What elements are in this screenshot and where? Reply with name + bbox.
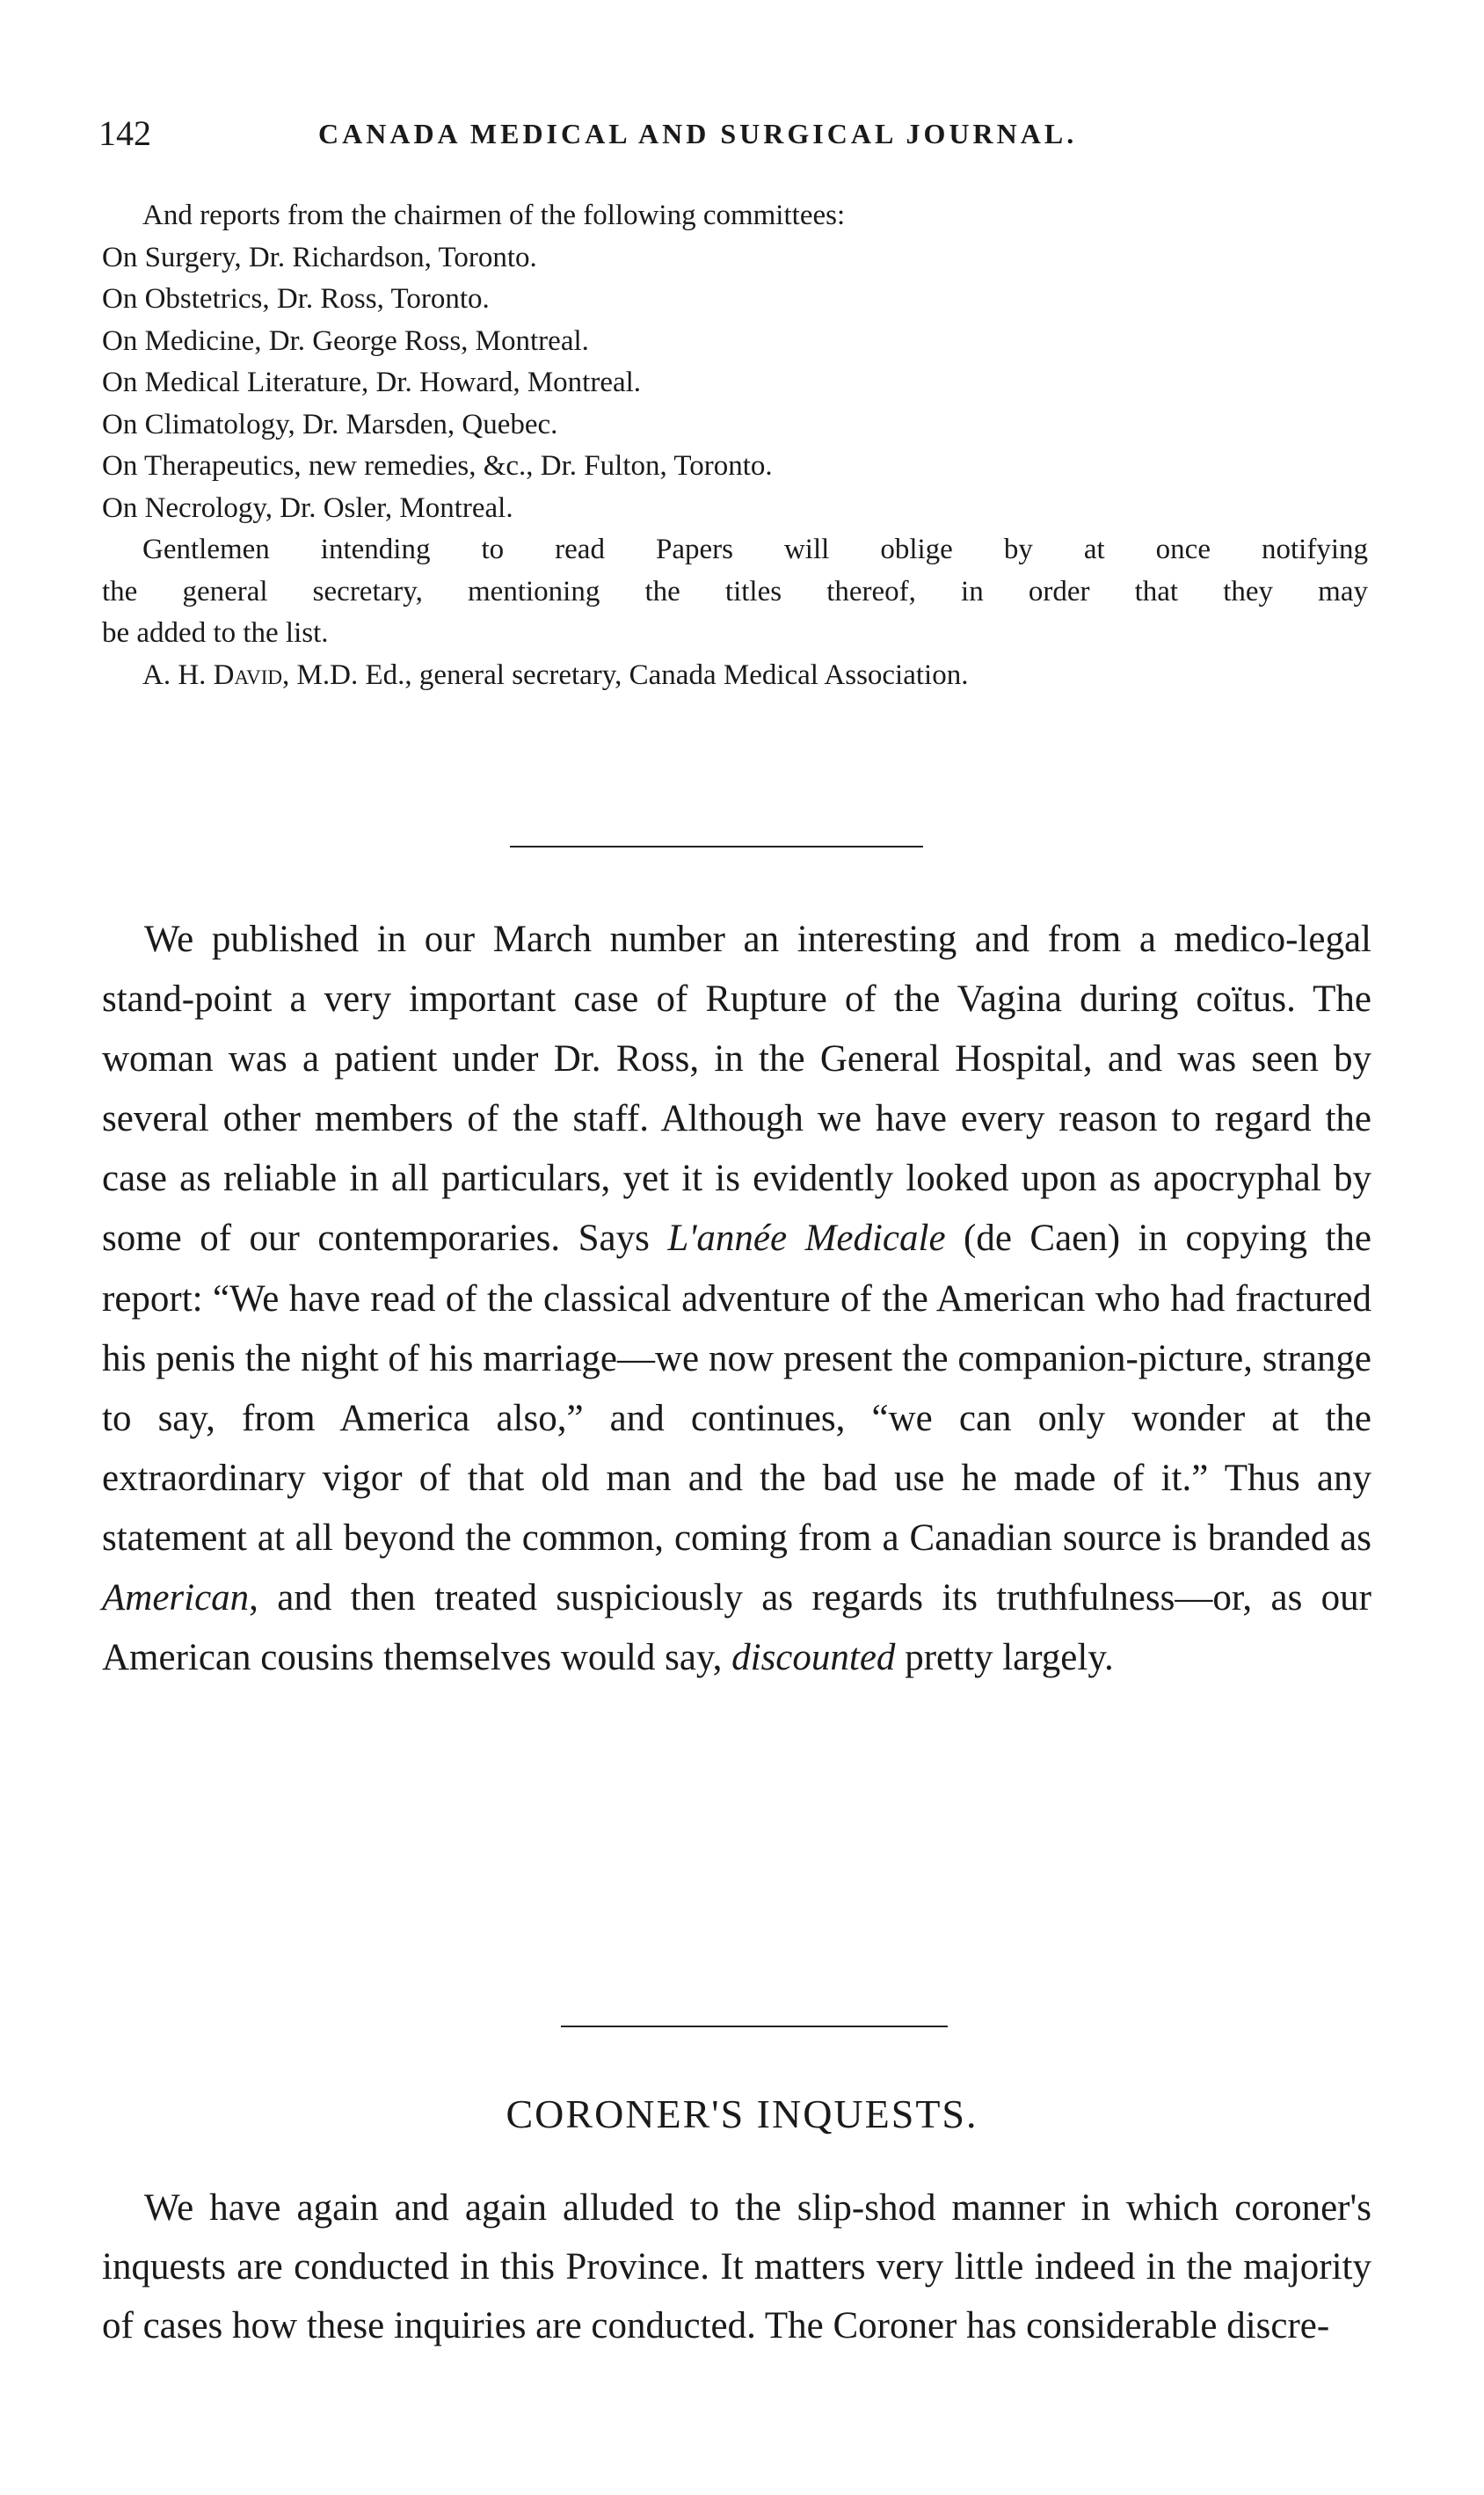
running-head bbox=[98, 113, 1382, 165]
signature-name: David bbox=[213, 658, 283, 691]
journal-title: CANADA MEDICAL AND SURGICAL JOURNAL. bbox=[318, 118, 1078, 149]
committee-item: On Surgery, Dr. Richardson, Toronto. bbox=[102, 241, 537, 273]
editorial-text-part: , and then treated suspiciously as regards its truthfulness—or, as our American cousins themselves would say, bbox=[102, 1577, 1371, 1679]
committee-item: On Necrology, Dr. Osler, Montreal. bbox=[102, 491, 513, 524]
committee-item: On Obstetrics, Dr. Ross, Toronto. bbox=[102, 283, 490, 315]
committee-item: On Therapeutics, new remedies, &c., Dr. Fulton, Toronto. bbox=[102, 450, 773, 482]
emphasis-discounted: discounted bbox=[731, 1637, 896, 1679]
editorial-text-part: We published in our March number an interesting and from a medico-legal stand-point a very important case of Rupture of the Vagina during coïtus. The woman was a patient under Dr. Ross, in the General Hospital, and was seen by several other members of the staff. Although we have every reason to regard the case as reliable in all particulars, yet it is evidently looked upon as apocryphal by some of our contemporaries. Says bbox=[102, 919, 1371, 1260]
notice-line: be added to the list. bbox=[102, 617, 329, 649]
section-divider bbox=[561, 2026, 948, 2027]
editorial-text-part: pretty largely. bbox=[895, 1637, 1114, 1679]
committee-item: On Medical Literature, Dr. Howard, Montreal. bbox=[102, 367, 642, 398]
coroner-text: We have again and again alluded to the slip-shod manner in which coroner's inquests are conducted in this Province. It matters very little indeed in the majority of cases how these inquiries are conducted. The Coroner has considerable discre- bbox=[102, 2187, 1371, 2346]
section-heading: CORONER'S INQUESTS. bbox=[506, 2091, 978, 2136]
signature-initials: A. H. bbox=[142, 658, 214, 691]
committee-item: On Medicine, Dr. George Ross, Montreal. bbox=[102, 324, 589, 357]
committee-reports bbox=[102, 195, 1368, 696]
section-divider bbox=[510, 846, 923, 847]
journal-name: L'année Medicale bbox=[667, 1218, 946, 1260]
page-number: 142 bbox=[98, 113, 151, 153]
committee-intro: And reports from the chairmen of the following committees: bbox=[142, 200, 846, 231]
coroner-paragraph bbox=[102, 2179, 1371, 2355]
secretary-signature bbox=[102, 655, 1368, 697]
signature-rest: , M.D. Ed., general secretary, Canada Medical Association. bbox=[282, 658, 969, 691]
editorial-text-part: (de Caen) in copying the report: “We have read of the classical adventure of the American who had fractured his penis the night of his marriage—we now present the companion-picture, strange to say, from America also,” and continues, “we can only wonder at the extraordinary vigor of that old man and the bad use he made of it.” Thus any statement at all beyond the common, coming from a Canadian source is branded as bbox=[102, 1218, 1371, 1559]
editorial-paragraph bbox=[102, 910, 1371, 1688]
committee-item: On Climatology, Dr. Marsden, Quebec. bbox=[102, 408, 558, 440]
notice-line: the general secretary, mentioning the titles thereof, in order that they may bbox=[102, 575, 1368, 607]
emphasis-american: American bbox=[102, 1577, 250, 1619]
notice-line: Gentlemen intending to read Papers will oblige by at once notifying bbox=[142, 534, 1368, 565]
editorial-text bbox=[102, 910, 1371, 1688]
